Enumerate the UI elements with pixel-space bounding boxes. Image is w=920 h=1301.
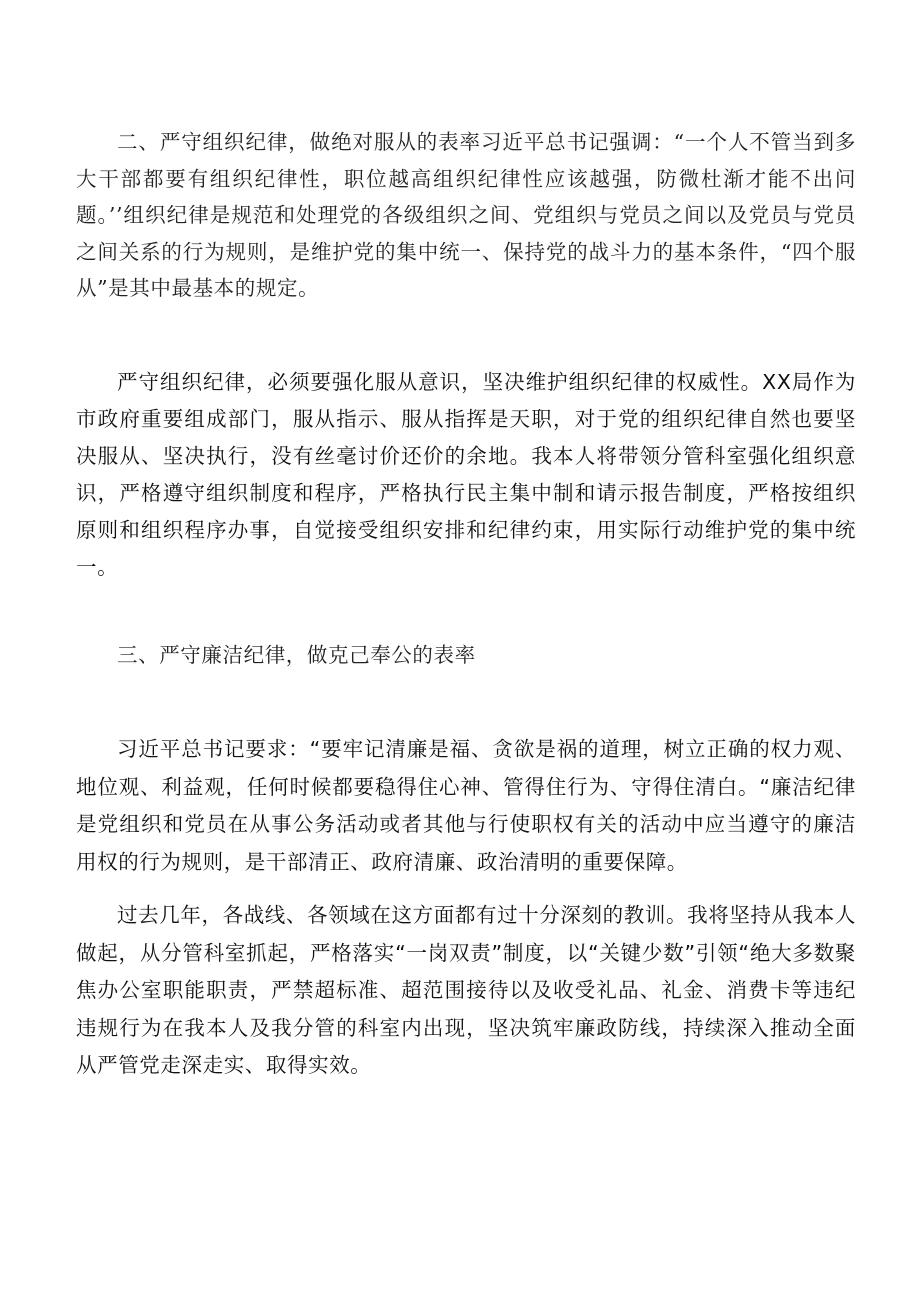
integrity-discipline-paragraph: 习近平总书记要求：“要牢记清廉是福、贪欲是祸的道理，树立正确的权力观、地位观、利益观，任何时候都要稳得住心神、管得住行为、守得住清白。“廉洁纪律是党组织和党员在从事公务活动或者其他与行使职权有关的活动中应当遵守的廉洁用权的行为规则，是干部清正、政府清廉、政治清明的重要保障。 [76,737,856,874]
lessons-commitment-paragraph: 过去几年，各战线、各领域在这方面都有过十分深刻的教训。我将坚持从我本人做起，从分管科室抓起，严格落实“一岗双责”制度，以“关键少数”引领“绝大多数聚焦办公室职能职责，严禁超标准、超范围接待以及收受礼品、礼金、消费卡等违纪违规行为在我本人及我分管的科室内出现，坚决筑牢廉政防线，持续深入推动全面从严管党走深走实、取得实效。 [76,903,856,1077]
organization-discipline-paragraph: 严守组织纪律，必须要强化服从意识，坚决维护组织纪律的权威性。XX局作为市政府重要组成部门，服从指示、服从指挥是天职，对于党的组织纪律自然也要坚决服从、坚决执行，没有丝毫讨价还价的余地。我本人将带领分管科室强化组织意识，严格遵守组织制度和程序，严格执行民主集中制和请示报告制度，严格按组织原则和组织程序办事，自觉接受组织安排和纪律约束，用实际行动维护党的集中统一。 [76,370,856,579]
section-two-paragraph: 二、严守组织纪律，做绝对服从的表率习近平总书记强调：“一个人不管当到多大干部都要有组织纪律性，职位越高组织纪律性应该越强，防微杜渐才能不出问题。’’组织纪律是规范和处理党的各级组织之间、党组织与党员之间以及党员与党员之间关系的行为规则，是维护党的集中统一、保持党的战斗力的基本条件，“四个服从”是其中最基本的规定。 [76,130,856,300]
section-three-heading: 三、严守廉洁纪律，做克己奉公的表率 [117,643,476,667]
